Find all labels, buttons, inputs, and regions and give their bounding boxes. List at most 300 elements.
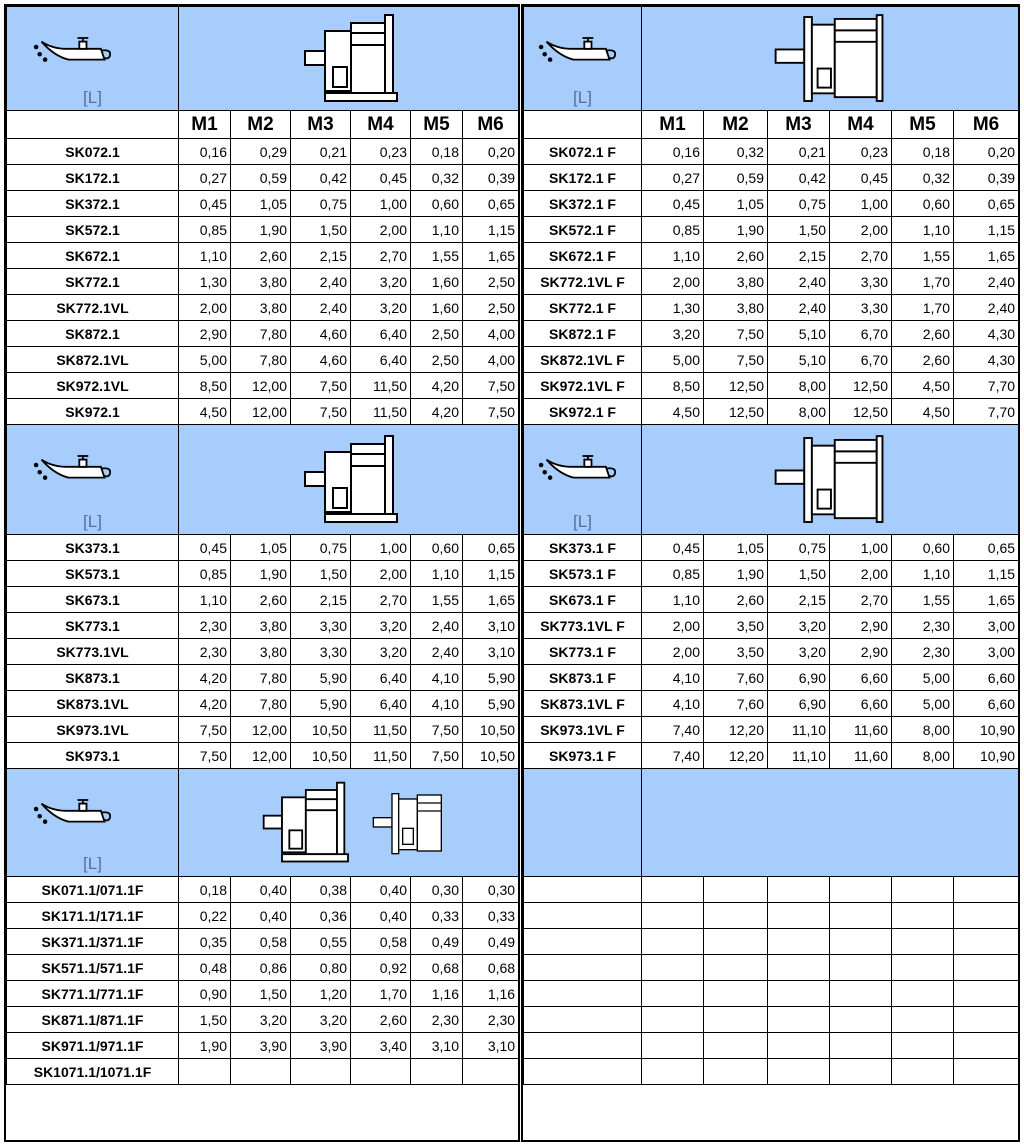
- gear-unit-type: SK972.1: [7, 399, 179, 425]
- oil-quantity-cell: 2,30: [179, 613, 231, 639]
- oil-quantity-cell: 1,50: [291, 217, 351, 243]
- oil-quantity-cell: 2,50: [411, 347, 463, 373]
- oil-quantity-cell: 5,00: [179, 347, 231, 373]
- empty-cell: [954, 981, 1019, 1007]
- table-row: [524, 217, 1019, 243]
- empty-cell: [892, 903, 954, 929]
- oil-quantity-cell: 0,36: [291, 903, 351, 929]
- oil-quantity-cell: 2,60: [704, 243, 768, 269]
- oil-quantity-cell: 3,80: [231, 295, 291, 321]
- oil-quantity-cell: 1,05: [704, 535, 768, 561]
- column-header: M3: [291, 111, 351, 139]
- oil-quantity-cell: 0,23: [351, 139, 411, 165]
- gear-unit-foot-drawing: [289, 432, 409, 528]
- oil-quantity-cell: 2,40: [768, 269, 830, 295]
- oil-quantity-cell: 7,50: [179, 743, 231, 769]
- oil-quantity-cell: 4,20: [411, 373, 463, 399]
- oil-quantity-cell: 8,50: [642, 373, 704, 399]
- banner-row-bottom-right: [524, 769, 1019, 877]
- empty-row: [524, 929, 1019, 955]
- table-row: [7, 743, 519, 769]
- drawing-cell: [179, 7, 519, 111]
- oil-icon-cell: [7, 7, 179, 111]
- oil-quantity-cell: 4,60: [291, 347, 351, 373]
- gear-unit-type: SK772.1 F: [524, 295, 642, 321]
- oil-quantity-cell: 0,40: [351, 877, 411, 903]
- table-row: [7, 929, 519, 955]
- oil-quantity-cell: 1,65: [463, 587, 519, 613]
- oil-quantity-cell: 8,50: [179, 373, 231, 399]
- oil-quantity-cell: 0,30: [411, 877, 463, 903]
- oil-quantity-cell: 4,10: [411, 665, 463, 691]
- column-header: M2: [704, 111, 768, 139]
- oil-quantity-cell: 7,50: [463, 399, 519, 425]
- oil-quantity-cell: 0,80: [291, 955, 351, 981]
- empty-cell: [768, 1007, 830, 1033]
- oil-can-icon: [31, 791, 115, 827]
- oil-quantity-cell: 5,00: [892, 665, 954, 691]
- drawing-cell: [179, 425, 519, 535]
- table-row: [7, 1007, 519, 1033]
- table-row: [7, 691, 519, 717]
- empty-cell: [892, 955, 954, 981]
- oil-quantity-cell: 12,00: [231, 399, 291, 425]
- oil-quantity-cell: 0,35: [179, 929, 231, 955]
- oil-quantity-cell: 3,20: [351, 639, 411, 665]
- oil-quantity-cell: 0,48: [179, 955, 231, 981]
- oil-quantity-cell: 0,58: [351, 929, 411, 955]
- oil-quantity-cell: 2,15: [291, 587, 351, 613]
- oil-quantity-cell: 1,50: [768, 217, 830, 243]
- oil-quantity-cell: 6,70: [830, 347, 892, 373]
- column-header: M2: [231, 111, 291, 139]
- empty-cell: [642, 981, 704, 1007]
- empty-cell: [954, 1033, 1019, 1059]
- gear-unit-type: SK373.1: [7, 535, 179, 561]
- empty-cell: [954, 1059, 1019, 1085]
- oil-quantity-cell: 2,70: [351, 587, 411, 613]
- banner-row-top-left: [7, 7, 519, 111]
- oil-quantity-cell: 1,50: [231, 981, 291, 1007]
- empty-cell: [768, 955, 830, 981]
- unit-label: [L]: [573, 512, 592, 531]
- oil-quantity-cell: 1,70: [892, 295, 954, 321]
- oil-quantity-cell: 12,20: [704, 717, 768, 743]
- oil-quantity-cell: 2,60: [704, 587, 768, 613]
- empty-cell: [768, 1059, 830, 1085]
- oil-quantity-cell: 2,60: [231, 587, 291, 613]
- oil-quantity-cell: 1,90: [704, 217, 768, 243]
- oil-quantity-cell: 3,80: [231, 639, 291, 665]
- empty-cell: [954, 1007, 1019, 1033]
- oil-quantity-cell: 2,90: [830, 639, 892, 665]
- gear-unit-type: SK573.1 F: [524, 561, 642, 587]
- oil-quantity-cell: 0,65: [463, 191, 519, 217]
- empty-cell: [892, 1059, 954, 1085]
- column-header: M6: [954, 111, 1019, 139]
- empty-cell: [954, 903, 1019, 929]
- empty-cell: [524, 877, 642, 903]
- gear-unit-flange-drawing: [768, 11, 892, 107]
- oil-quantity-cell: 5,90: [291, 691, 351, 717]
- gear-unit-type: SK773.1VL F: [524, 613, 642, 639]
- column-header-row: [524, 111, 1019, 139]
- oil-quantity-cell: 1,55: [892, 587, 954, 613]
- gear-unit-type: SK872.1VL F: [524, 347, 642, 373]
- empty-cell: [524, 903, 642, 929]
- gear-unit-type: SK973.1VL F: [524, 717, 642, 743]
- oil-quantity-cell: 4,10: [642, 691, 704, 717]
- oil-quantity-cell: 10,50: [291, 717, 351, 743]
- oil-quantity-cell: 2,40: [768, 295, 830, 321]
- oil-quantity-cell: 0,60: [411, 191, 463, 217]
- gear-unit-type: SK972.1VL: [7, 373, 179, 399]
- oil-quantity-cell: 0,40: [231, 877, 291, 903]
- oil-quantity-cell: 2,70: [830, 243, 892, 269]
- gear-unit-type: SK372.1 F: [524, 191, 642, 217]
- empty-banner-cell: [524, 769, 642, 877]
- oil-quantity-cell: 4,20: [179, 665, 231, 691]
- gear-unit-type: SK1071.1/1071.1F: [7, 1059, 179, 1085]
- oil-quantity-cell: 7,50: [411, 743, 463, 769]
- oil-quantity-cell: 1,30: [179, 269, 231, 295]
- gear-unit-flange-drawing: [768, 432, 892, 528]
- oil-quantity-cell: 0,85: [642, 217, 704, 243]
- oil-quantity-cell: 1,90: [231, 217, 291, 243]
- oil-quantity-cell: 12,50: [704, 373, 768, 399]
- oil-quantity-cell: 11,10: [768, 743, 830, 769]
- oil-quantity-cell: 1,50: [768, 561, 830, 587]
- empty-cell: [830, 877, 892, 903]
- table-row: [7, 373, 519, 399]
- oil-quantity-cell: 4,60: [291, 321, 351, 347]
- oil-quantity-cell: 0,18: [179, 877, 231, 903]
- gear-unit-type: SK171.1/171.1F: [7, 903, 179, 929]
- oil-quantity-cell: 1,65: [954, 587, 1019, 613]
- empty-cell: [830, 929, 892, 955]
- table-row: [524, 587, 1019, 613]
- oil-quantity-cell: 12,50: [830, 373, 892, 399]
- oil-quantity-cell: 1,15: [463, 217, 519, 243]
- table-row: [524, 561, 1019, 587]
- gear-unit-type: SK673.1: [7, 587, 179, 613]
- oil-quantity-cell: 0,45: [351, 165, 411, 191]
- gear-unit-foot-drawing: [289, 11, 409, 107]
- oil-quantity-cell: 7,80: [231, 691, 291, 717]
- oil-quantity-cell: 6,40: [351, 347, 411, 373]
- oil-quantity-cell: [351, 1059, 411, 1085]
- oil-icon-cell: [7, 425, 179, 535]
- column-header: M1: [179, 111, 231, 139]
- oil-quantity-cell: 0,68: [411, 955, 463, 981]
- oil-quantity-cell: 10,50: [463, 743, 519, 769]
- oil-quantity-cell: 0,85: [179, 561, 231, 587]
- oil-quantity-cell: 0,92: [351, 955, 411, 981]
- table-row: [7, 613, 519, 639]
- table-row: [7, 665, 519, 691]
- empty-cell: [642, 955, 704, 981]
- oil-quantity-cell: 0,65: [463, 535, 519, 561]
- oil-quantity-cell: 3,30: [830, 295, 892, 321]
- gear-unit-type: SK872.1VL: [7, 347, 179, 373]
- table-row: [524, 269, 1019, 295]
- oil-quantity-cell: 1,55: [411, 587, 463, 613]
- oil-quantity-cell: 12,50: [830, 399, 892, 425]
- gear-unit-type: SK773.1VL: [7, 639, 179, 665]
- column-header: M1: [642, 111, 704, 139]
- table-row: [7, 399, 519, 425]
- table-row: [7, 321, 519, 347]
- oil-quantity-cell: 5,90: [463, 691, 519, 717]
- oil-quantity-cell: 1,10: [411, 217, 463, 243]
- gear-unit-type: SK872.1: [7, 321, 179, 347]
- table-row: [524, 139, 1019, 165]
- oil-quantity-cell: 2,15: [291, 243, 351, 269]
- oil-icon-cell: [7, 769, 179, 877]
- empty-rows: [524, 877, 1019, 1085]
- oil-quantity-cell: 2,00: [642, 269, 704, 295]
- oil-quantity-cell: 2,40: [954, 269, 1019, 295]
- oil-quantity-cell: 2,00: [351, 561, 411, 587]
- oil-quantity-cell: 0,32: [704, 139, 768, 165]
- oil-quantity-cell: 0,90: [179, 981, 231, 1007]
- oil-quantity-cell: 2,60: [892, 347, 954, 373]
- oil-quantity-cell: 0,40: [231, 903, 291, 929]
- oil-quantity-cell: 2,30: [463, 1007, 519, 1033]
- oil-quantity-cell: 5,10: [768, 347, 830, 373]
- gear-unit-type: SK871.1/871.1F: [7, 1007, 179, 1033]
- oil-icon-cell: [524, 425, 642, 535]
- oil-quantity-cell: 3,20: [351, 295, 411, 321]
- oil-quantity-cell: 5,90: [463, 665, 519, 691]
- banner-row-top-right: [524, 7, 1019, 111]
- empty-cell: [892, 1007, 954, 1033]
- oil-quantity-cell: 2,50: [411, 321, 463, 347]
- oil-quantity-cell: 2,30: [411, 1007, 463, 1033]
- gear-unit-type: SK371.1/371.1F: [7, 929, 179, 955]
- empty-row: [524, 903, 1019, 929]
- empty-cell: [704, 1007, 768, 1033]
- oil-quantity-cell: 0,49: [463, 929, 519, 955]
- oil-quantity-cell: [291, 1059, 351, 1085]
- oil-quantity-cell: 0,75: [291, 535, 351, 561]
- oil-quantity-cell: 11,60: [830, 743, 892, 769]
- oil-quantity-cell: 4,10: [642, 665, 704, 691]
- table-row: [524, 613, 1019, 639]
- oil-quantity-cell: 11,10: [768, 717, 830, 743]
- oil-quantity-cell: 1,10: [179, 587, 231, 613]
- oil-quantity-cell: 0,75: [768, 191, 830, 217]
- oil-quantity-cell: 2,15: [768, 587, 830, 613]
- oil-quantity-cell: 1,10: [892, 561, 954, 587]
- empty-cell: [642, 1033, 704, 1059]
- empty-cell: [954, 877, 1019, 903]
- oil-quantity-cell: 4,50: [892, 373, 954, 399]
- oil-quantity-cell: 3,90: [231, 1033, 291, 1059]
- oil-quantity-cell: 3,20: [291, 1007, 351, 1033]
- oil-quantity-cell: 1,30: [642, 295, 704, 321]
- oil-quantity-cell: 0,45: [642, 191, 704, 217]
- oil-quantity-cell: 2,30: [179, 639, 231, 665]
- oil-quantity-cell: [231, 1059, 291, 1085]
- oil-quantity-cell: 3,20: [768, 639, 830, 665]
- oil-quantity-cell: 0,75: [768, 535, 830, 561]
- oil-quantity-cell: 1,10: [411, 561, 463, 587]
- empty-cell: [642, 903, 704, 929]
- oil-quantity-cell: 8,00: [892, 743, 954, 769]
- oil-quantity-cell: 2,00: [642, 613, 704, 639]
- oil-quantity-cell: 0,42: [291, 165, 351, 191]
- oil-quantity-cell: 4,20: [411, 399, 463, 425]
- oil-quantity-cell: 10,90: [954, 743, 1019, 769]
- empty-cell: [524, 929, 642, 955]
- column-header: M5: [892, 111, 954, 139]
- empty-cell: [892, 981, 954, 1007]
- oil-quantity-cell: 0,30: [463, 877, 519, 903]
- empty-cell: [830, 955, 892, 981]
- oil-quantity-cell: 4,30: [954, 347, 1019, 373]
- empty-row: [524, 981, 1019, 1007]
- oil-quantity-cell: 0,45: [642, 535, 704, 561]
- oil-quantity-cell: 2,00: [351, 217, 411, 243]
- table-row: [7, 269, 519, 295]
- empty-cell: [524, 955, 642, 981]
- oil-quantity-cell: 1,10: [892, 217, 954, 243]
- oil-quantity-cell: 12,20: [704, 743, 768, 769]
- oil-quantity-cell: 7,70: [954, 373, 1019, 399]
- empty-row: [524, 1059, 1019, 1085]
- oil-quantity-cell: 2,40: [954, 295, 1019, 321]
- right-panel: [521, 4, 1020, 1142]
- empty-cell: [642, 1059, 704, 1085]
- oil-quantity-cell: 11,50: [351, 399, 411, 425]
- oil-can-icon: [31, 29, 115, 65]
- empty-cell: [830, 981, 892, 1007]
- oil-quantity-cell: 7,60: [704, 691, 768, 717]
- oil-quantity-cell: 6,90: [768, 691, 830, 717]
- gear-unit-type: SK672.1 F: [524, 243, 642, 269]
- oil-quantity-cell: 0,27: [642, 165, 704, 191]
- oil-quantity-cell: 10,90: [954, 717, 1019, 743]
- oil-quantity-cell: 11,50: [351, 373, 411, 399]
- empty-row: [524, 1007, 1019, 1033]
- oil-quantity-cell: 0,60: [892, 191, 954, 217]
- gear-unit-type: SK172.1: [7, 165, 179, 191]
- oil-quantity-cell: 7,60: [704, 665, 768, 691]
- table-row: [524, 373, 1019, 399]
- gear-unit-type: SK873.1 F: [524, 665, 642, 691]
- oil-quantity-cell: 3,80: [704, 269, 768, 295]
- oil-quantity-cell: 1,50: [291, 561, 351, 587]
- left-panel: [4, 4, 520, 1142]
- gear-unit-type: SK971.1/971.1F: [7, 1033, 179, 1059]
- banner-row-mid-left: [7, 425, 519, 535]
- banner-row-mid-right: [524, 425, 1019, 535]
- empty-cell: [768, 877, 830, 903]
- oil-quantity-cell: 10,50: [463, 717, 519, 743]
- gear-unit-type: SK573.1: [7, 561, 179, 587]
- unit-label: [L]: [83, 854, 102, 873]
- empty-cell: [768, 1033, 830, 1059]
- table-row: [7, 1059, 519, 1085]
- oil-quantity-cell: 0,45: [179, 535, 231, 561]
- column-header: M5: [411, 111, 463, 139]
- oil-quantity-cell: 0,32: [892, 165, 954, 191]
- empty-cell: [642, 1007, 704, 1033]
- empty-cell: [704, 1059, 768, 1085]
- oil-quantity-cell: 5,90: [291, 665, 351, 691]
- oil-quantity-cell: [463, 1059, 519, 1085]
- oil-quantity-cell: 6,40: [351, 691, 411, 717]
- oil-quantity-cell: 0,42: [768, 165, 830, 191]
- gear-unit-type: SK972.1 F: [524, 399, 642, 425]
- empty-cell: [892, 929, 954, 955]
- drawing-cell: [179, 769, 519, 877]
- oil-quantity-cell: 0,39: [463, 165, 519, 191]
- oil-quantity-cell: 5,10: [768, 321, 830, 347]
- drawing-cell: [642, 7, 1019, 111]
- empty-cell: [954, 929, 1019, 955]
- oil-quantity-cell: 10,50: [291, 743, 351, 769]
- oil-quantity-cell: 4,10: [411, 691, 463, 717]
- gear-unit-type: SK772.1: [7, 269, 179, 295]
- oil-quantity-cell: 1,55: [411, 243, 463, 269]
- table-row: [524, 639, 1019, 665]
- gear-unit-type: SK771.1/771.1F: [7, 981, 179, 1007]
- oil-quantity-cell: 3,20: [351, 613, 411, 639]
- oil-quantity-cell: 0,23: [830, 139, 892, 165]
- table-row: [7, 139, 519, 165]
- oil-quantity-cell: 3,20: [642, 321, 704, 347]
- oil-quantity-cell: 3,10: [411, 1033, 463, 1059]
- table-row: [7, 981, 519, 1007]
- table-row: [524, 347, 1019, 373]
- oil-quantity-cell: 2,15: [768, 243, 830, 269]
- oil-quantity-cell: 1,90: [231, 561, 291, 587]
- oil-quantity-cell: 1,05: [231, 535, 291, 561]
- empty-cell: [524, 1007, 642, 1033]
- oil-icon-cell: [524, 7, 642, 111]
- oil-can-icon: [536, 29, 620, 65]
- column-header: M3: [768, 111, 830, 139]
- gear-unit-type: SK773.1: [7, 613, 179, 639]
- oil-quantity-cell: 0,75: [291, 191, 351, 217]
- empty-row: [524, 877, 1019, 903]
- oil-quantity-cell: 0,18: [411, 139, 463, 165]
- oil-quantity-cell: 11,50: [351, 743, 411, 769]
- gear-unit-type: SK072.1: [7, 139, 179, 165]
- oil-quantity-cell: 2,40: [411, 613, 463, 639]
- gear-unit-type: SK672.1: [7, 243, 179, 269]
- gear-unit-type: SK372.1: [7, 191, 179, 217]
- banner-row-bottom-left: [7, 769, 519, 877]
- oil-quantity-cell: 3,00: [954, 613, 1019, 639]
- oil-quantity-cell: 1,00: [830, 191, 892, 217]
- oil-quantity-cell: 1,05: [231, 191, 291, 217]
- oil-quantity-cell: 4,50: [642, 399, 704, 425]
- oil-quantity-cell: 3,40: [351, 1033, 411, 1059]
- table-row: [7, 217, 519, 243]
- empty-cell: [954, 955, 1019, 981]
- gear-unit-foot-drawing: [249, 775, 359, 871]
- oil-quantity-cell: 1,15: [954, 217, 1019, 243]
- oil-quantity-cell: 7,80: [231, 665, 291, 691]
- oil-quantity-cell: 6,40: [351, 321, 411, 347]
- oil-quantity-cell: 1,05: [704, 191, 768, 217]
- oil-quantity-cell: 4,00: [463, 347, 519, 373]
- oil-quantity-cell: 3,10: [463, 639, 519, 665]
- table-row: [7, 243, 519, 269]
